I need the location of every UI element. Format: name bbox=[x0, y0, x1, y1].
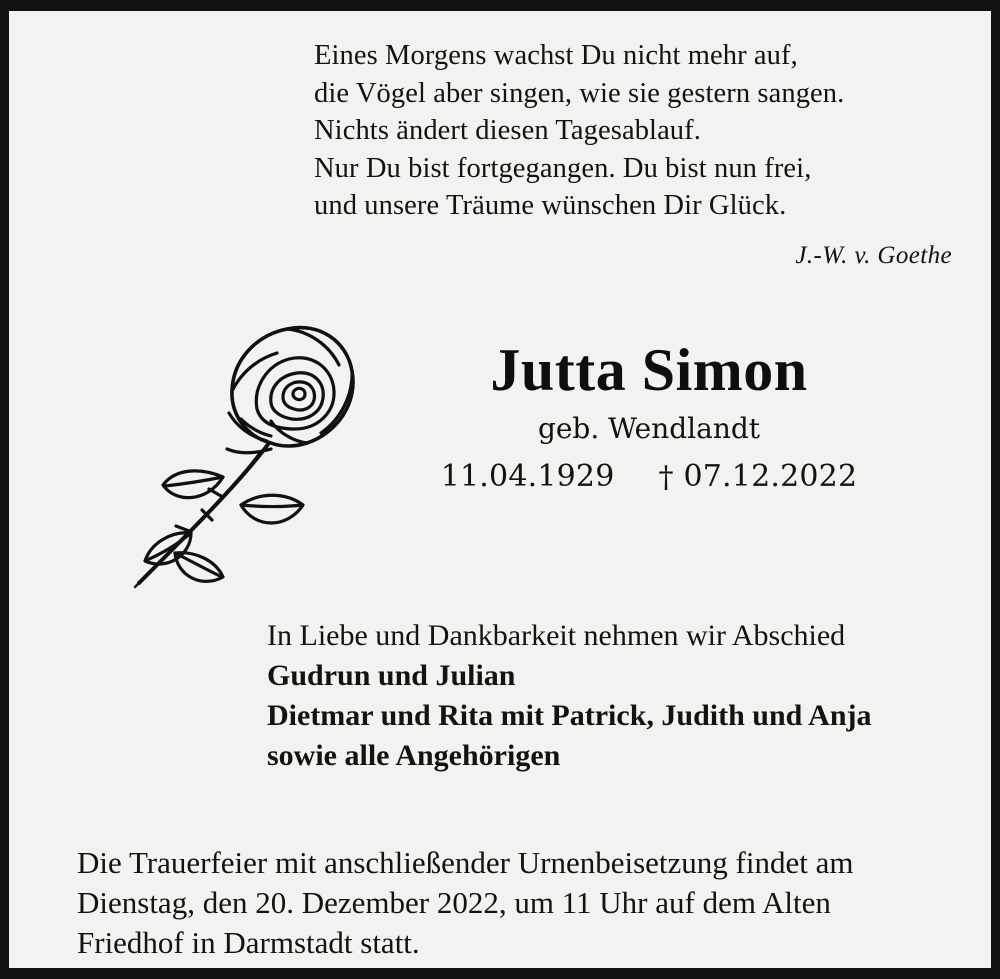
birth-date: 11.04.1929 bbox=[440, 459, 615, 494]
notice-inner bbox=[9, 11, 991, 968]
poem-line: und unsere Träume wünschen Dir Glück. bbox=[314, 190, 787, 221]
deceased-maiden-name: geb. Wendlandt bbox=[537, 412, 761, 445]
poem-block bbox=[314, 37, 954, 274]
poem-line: Nur Du bist fortgegangen. Du bist nun frei, bbox=[314, 152, 812, 184]
family-name: Gudrun und Julian bbox=[267, 659, 516, 692]
death-date: 07.12.2022 bbox=[683, 459, 858, 494]
deceased-block bbox=[369, 336, 929, 495]
ceremony-line: Die Trauerfeier mit anschließender Urnenbeisetzung findet am bbox=[77, 845, 854, 880]
poem-line: die Vögel aber singen, wie sie gestern sangen. bbox=[314, 77, 845, 109]
poem-line: Nichts ändert diesen Tagesablauf. bbox=[314, 115, 701, 146]
ceremony-block bbox=[77, 843, 957, 963]
ceremony-line: Dienstag, den 20. Dezember 2022, um 11 Uhr auf dem Alten bbox=[77, 885, 831, 920]
deceased-name: Jutta Simon bbox=[490, 337, 808, 403]
deceased-dates bbox=[369, 459, 929, 495]
family-intro: In Liebe und Dankbarkeit nehmen wir Abschied bbox=[267, 619, 846, 652]
ceremony-line: Friedhof in Darmstadt statt. bbox=[77, 925, 420, 960]
poem-line: Eines Morgens wachst Du nicht mehr auf, bbox=[314, 40, 798, 71]
rose-icon bbox=[71, 291, 371, 601]
cross-icon: † bbox=[658, 460, 674, 495]
family-name: sowie alle Angehörigen bbox=[267, 739, 561, 772]
poem-author: J.-W. v. Goethe bbox=[795, 241, 952, 269]
family-name: Dietmar und Rita mit Patrick, Judith und Anja bbox=[267, 699, 872, 732]
family-block bbox=[267, 616, 967, 776]
